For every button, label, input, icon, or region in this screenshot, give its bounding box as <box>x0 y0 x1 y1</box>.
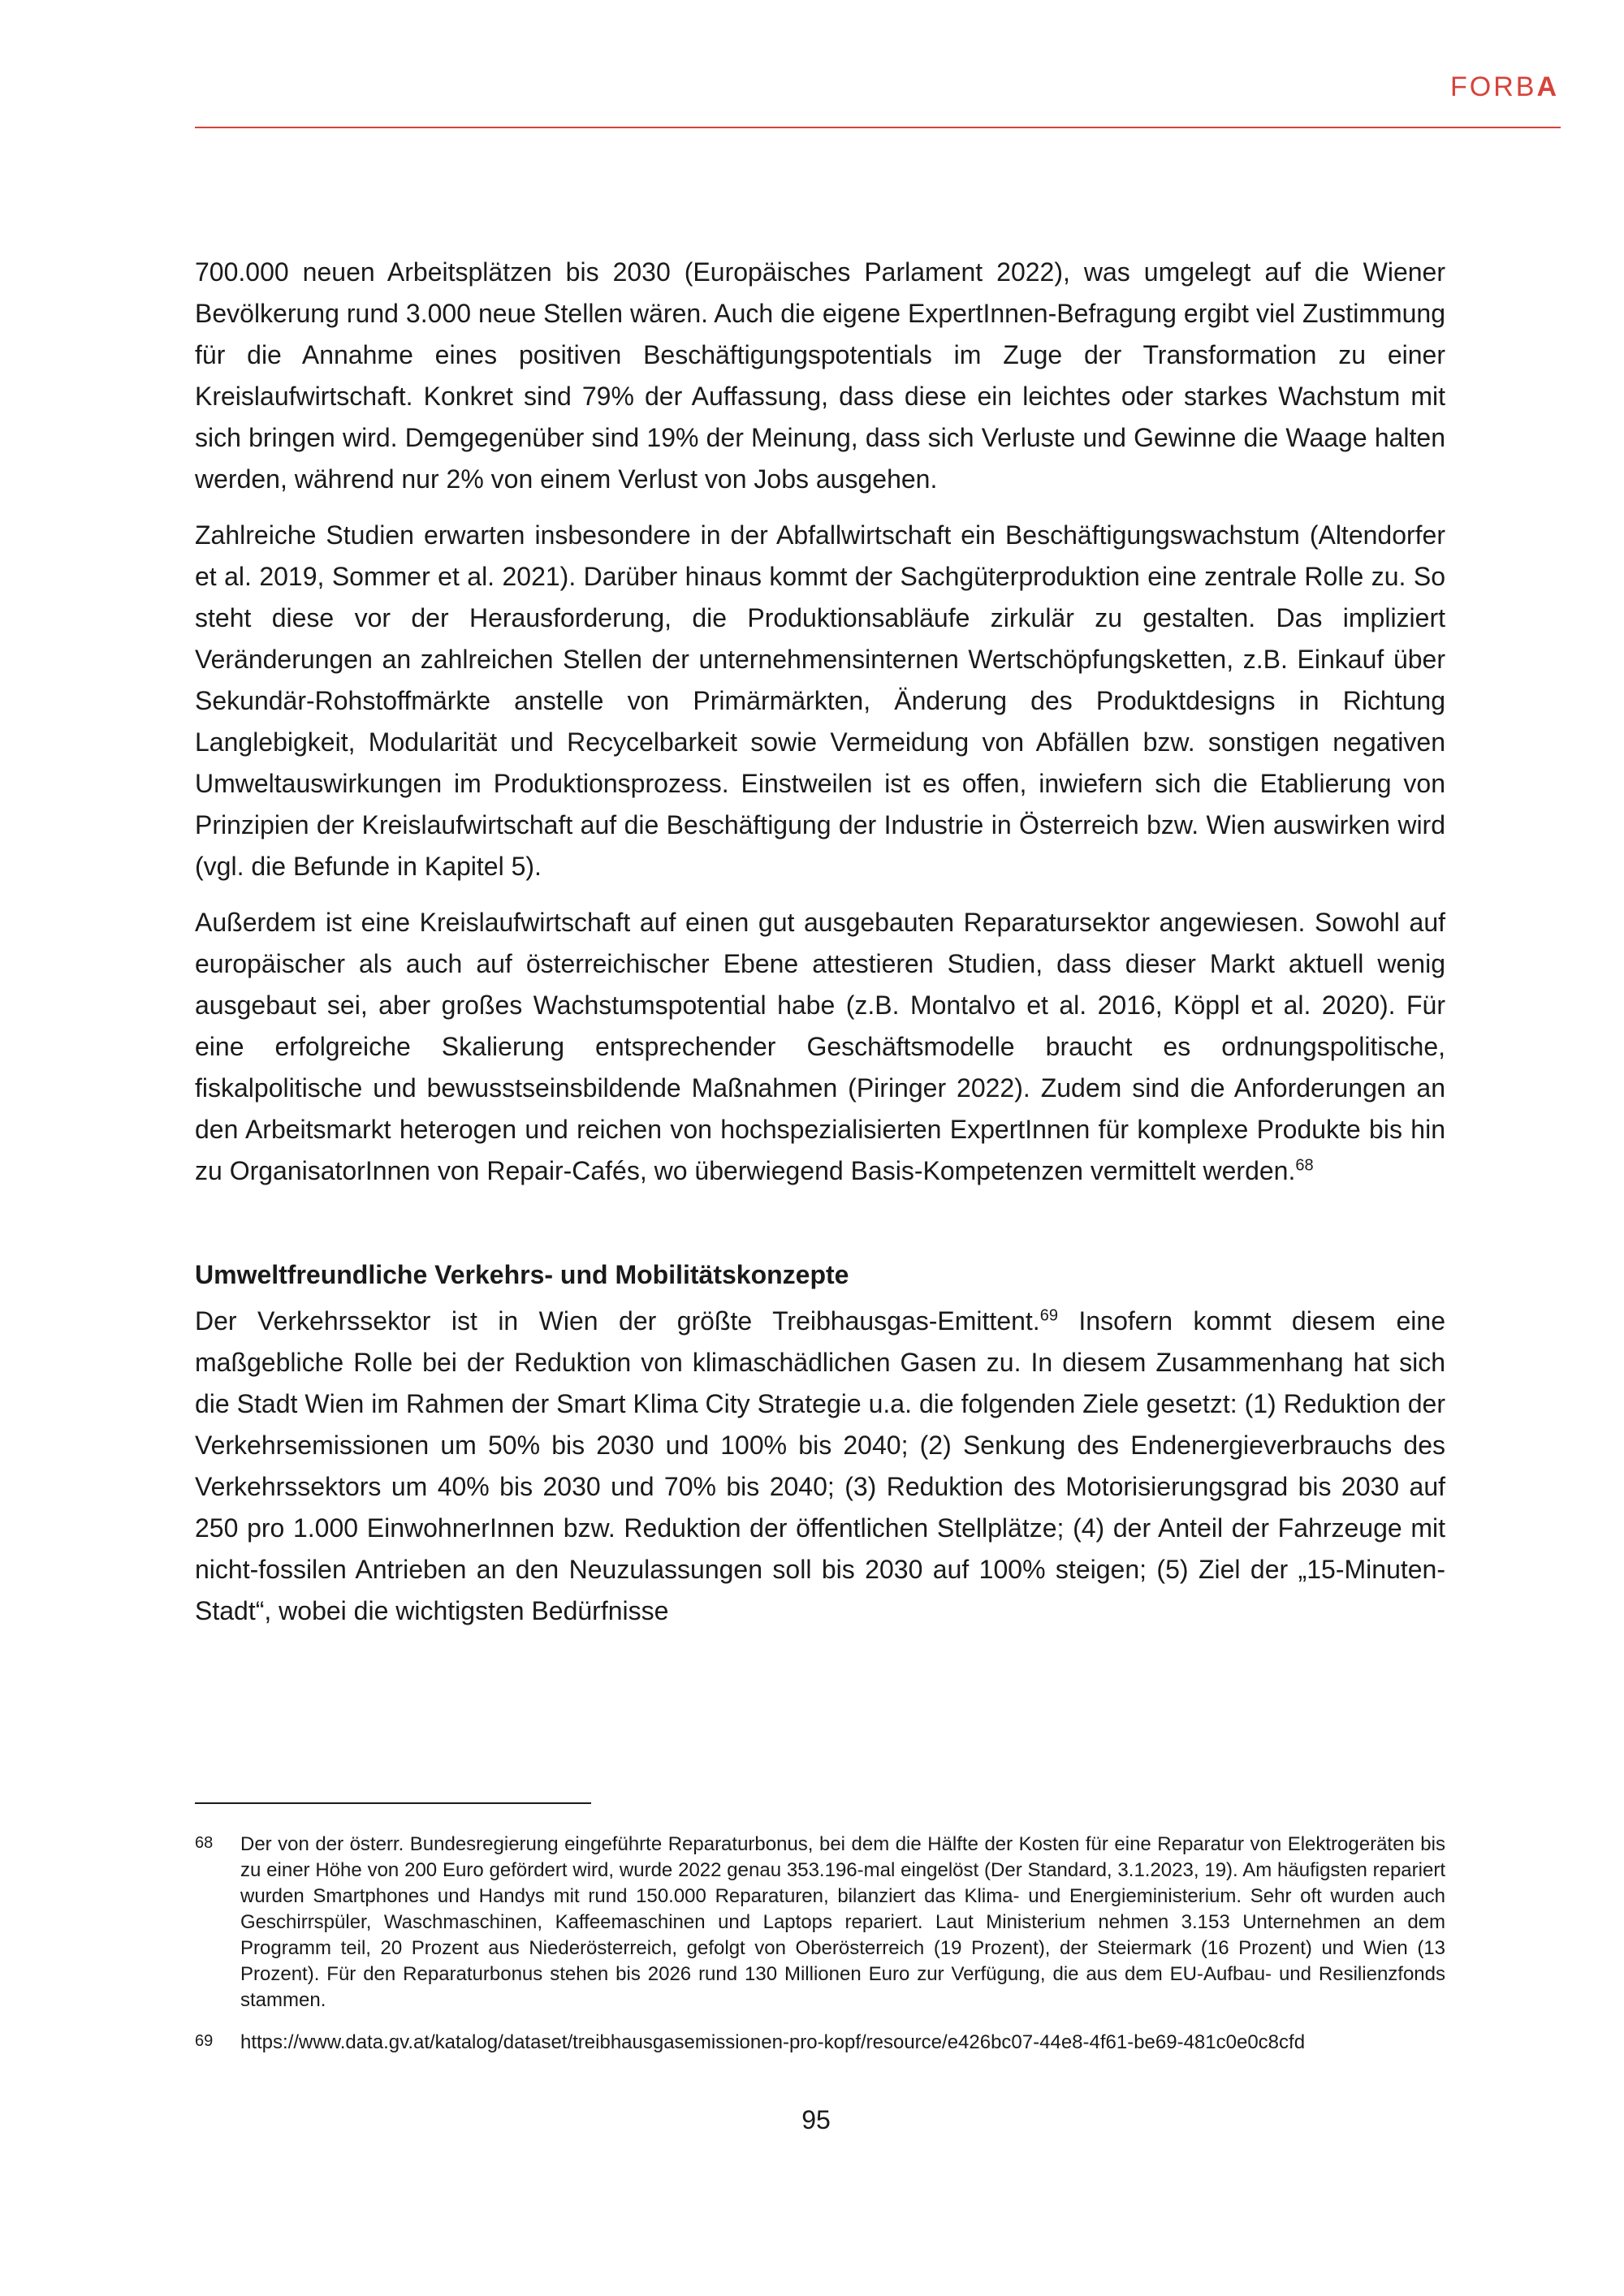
paragraph-4-text-a: Der Verkehrssektor ist in Wien der größte Treibhausgas-Emittent. <box>195 1306 1040 1336</box>
footnotes <box>195 1832 1445 2072</box>
header-brand <box>1450 71 1559 103</box>
header-rule <box>195 127 1561 128</box>
paragraph-4 <box>195 1301 1445 1632</box>
footnote-link[interactable]: https://www.data.gv.at/katalog/dataset/treibhausgasemissionen-pro-kopf/resource/e426bc07-44e8-4f61-be69-481c0e0c8cfd <box>240 2031 1306 2053</box>
brand-regular: FORB <box>1449 71 1537 102</box>
footnote-rule <box>195 1802 591 1804</box>
footnote-69 <box>195 2030 1445 2056</box>
paragraph-2: Zahlreiche Studien erwarten insbesondere in der Abfallwirtschaft ein Beschäftigungswachstum (Altendorfer et al. 2019, Sommer et al. 2021). Darüber hinaus kommt der Sachgüterproduktion eine zentrale Rolle zu. So steht diese vor der Herausforderung, die Produktionsabläufe zirkulär zu gestalten. Das impliziert Veränderungen an zahlreichen Stellen der unternehmensinternen Wertschöpfungsketten, z.B. Einkauf über Sekundär-Rohstoffmärkte anstelle von Primärmärkten, Änderung des Produktdesigns in Richtung Langlebigkeit, Modularität und Recycelbarkeit sowie Vermeidung von Abfällen bzw. sonstigen negativen Umweltauswirkungen im Produktionsprozess. Einstweilen ist es offen, inwiefern sich die Etablierung von Prinzipien der Kreislaufwirtschaft auf die Beschäftigung der Industrie in Österreich bzw. Wien auswirken wird (vgl. die Befunde in Kapitel 5). <box>195 520 1445 881</box>
footnote-ref-69[interactable]: 69 <box>1039 1306 1058 1325</box>
paragraph-1: 700.000 neuen Arbeitsplätzen bis 2030 (Europäisches Parlament 2022), was umgelegt auf die Wiener Bevölkerung rund 3.000 neue Stellen wären. Auch die eigene ExpertInnen-Befragung ergibt viel Zustimmung für die Annahme eines positiven Beschäftigungspotentials im Zuge der Transformation zu einer Kreislaufwirtschaft. Konkret sind 79% der Auffassung, dass diese ein leichtes oder starkes Wachstum mit sich bringen wird. Demgegenüber sind 19% der Meinung, dass sich Verluste und Gewinne die Waage halten werden, während nur 2% von einem Verlust von Jobs ausgehen. <box>195 257 1445 494</box>
footnote-text: Der von der österr. Bundesregierung eingeführte Reparaturbonus, bei dem die Hälfte der Kosten für eine Reparatur von Elektrogeräten bis zu einer Höhe von 200 Euro gefördert wird, wurde 2022 genau 353.196-mal eingelöst (Der Standard, 3.1.2023, 19). Am häufigsten repariert wurden Smartphones und Handys mit rund 150.000 Reparaturen, bilanziert das Klima- und Energieministerium. Sehr oft wurden auch Geschirrspüler, Waschmaschinen, Kaffeemaschinen und Laptops repariert. Laut Ministerium nehmen 3.153 Unternehmen an dem Programm teil, 20 Prozent aus Niederösterreich, gefolgt von Oberösterreich (19 Prozent), der Steiermark (16 Prozent) und Wien (13 Prozent). Für den Reparaturbonus stehen bis 2026 rund 130 Millionen Euro zur Verfügung, die aus dem EU-Aufbau- und Resilienzfonds stammen. <box>240 1833 1445 2011</box>
paragraph-3-text: Außerdem ist eine Kreislaufwirtschaft auf einen gut ausgebauten Reparatursektor angewiesen. Sowohl auf europäischer als auch auf österreichischer Ebene attestieren Studien, dass dieser Markt aktuell wenig ausgebaut sei, aber großes Wachstumspotential habe (z.B. Montalvo et al. 2016, Köppl et al. 2020). Für eine erfolgreiche Skalierung entsprechender Geschäftsmodelle braucht es ordnungspolitische, fiskalpolitische und bewusstseinsbildende Maßnahmen (Piringer 2022). Zudem sind die Anforderungen an den Arbeitsmarkt heterogen und reichen von hochspezialisierten ExpertInnen für komplexe Produkte bis hin zu OrganisatorInnen von Repair-Cafés, wo überwiegend Basis-Kompetenzen vermittelt werden. <box>195 908 1445 1185</box>
footnote-68 <box>195 1832 1445 2013</box>
footnote-number: 69 <box>195 2032 214 2050</box>
paragraph-3 <box>195 902 1445 1192</box>
brand-bold: A <box>1536 71 1559 102</box>
section-heading: Umweltfreundliche Verkehrs- und Mobilitätskonzepte <box>195 1260 849 1289</box>
footnote-ref-68[interactable]: 68 <box>1295 1156 1314 1175</box>
main-content <box>195 252 1445 1646</box>
page-number: 95 <box>801 2105 831 2134</box>
footnote-number: 68 <box>195 1834 214 1852</box>
paragraph-4-text-b: Insofern kommt diesem eine maßgebliche Rolle bei der Reduktion von klimaschädlichen Gasen zu. In diesem Zusammenhang hat sich die Stadt Wien im Rahmen der Smart Klima City Strategie u.a. die folgenden Ziele gesetzt: (1) Reduktion der Verkehrsemissionen um 50% bis 2030 und 100% bis 2040; (2) Senkung des Endenergieverbrauchs des Verkehrssektors um 40% bis 2030 und 70% bis 2040; (3) Reduktion des Motorisierungsgrad bis 2030 auf 250 pro 1.000 EinwohnerInnen bzw. Reduktion der öffentlichen Stellplätze; (4) der Anteil der Fahrzeuge mit nicht-fossilen Antrieben an den Neuzulassungen soll bis 2030 auf 100% steigen; (5) Ziel der „15-Minuten-Stadt“, wobei die wichtigsten Bedürfnisse <box>195 1306 1446 1625</box>
